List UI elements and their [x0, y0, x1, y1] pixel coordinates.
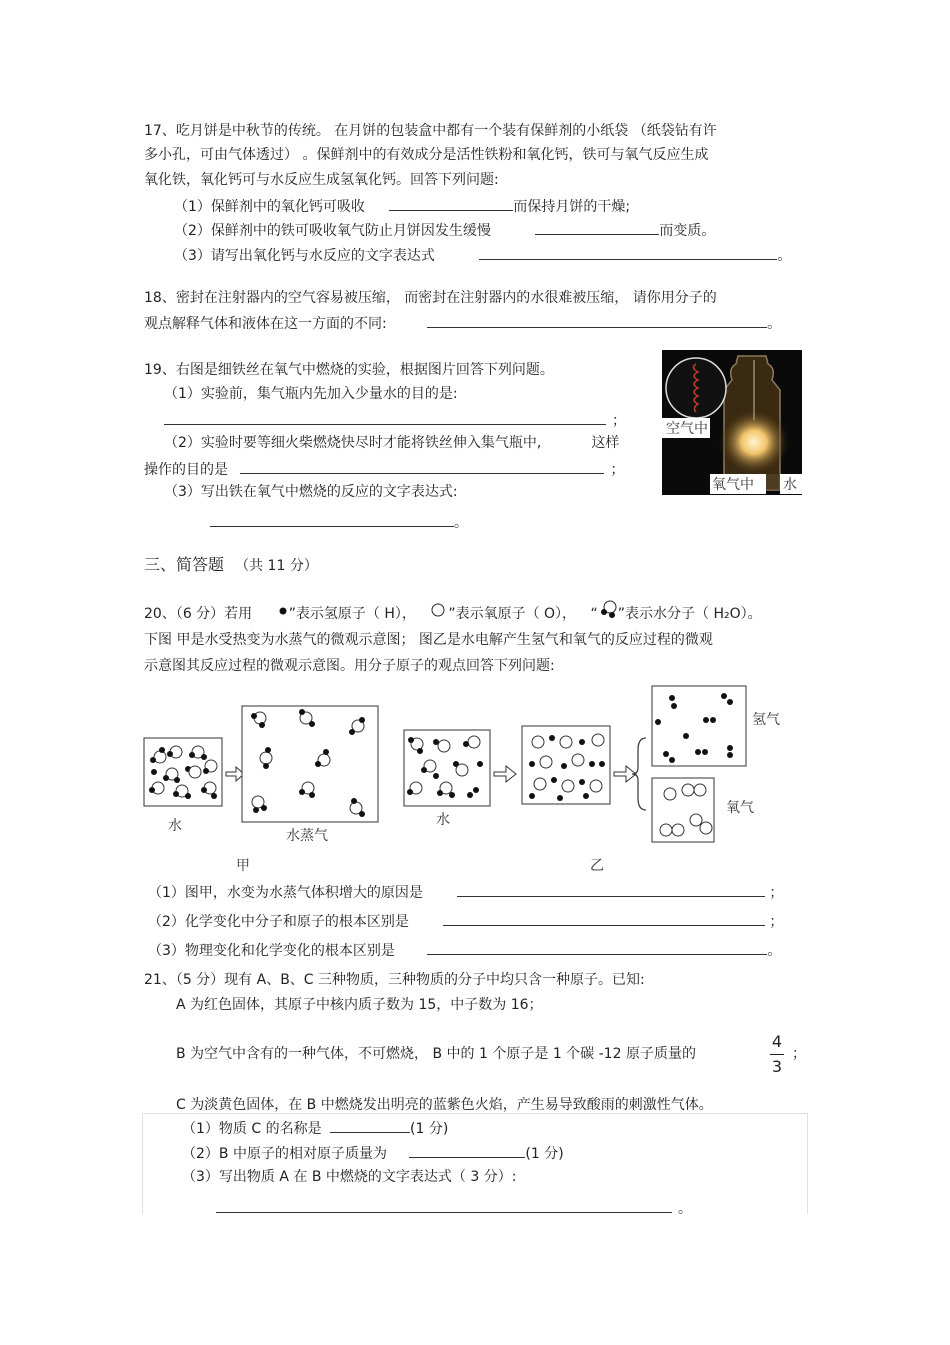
q17-sub2: [174, 220, 715, 240]
q17-line2: 多小孔，可由气体透过） 。保鲜剂中的有效成分是活性铁粉和氧化钙，铁可与氧气反应生成: [144, 147, 709, 163]
q21-lineC: C 为淡黄色固体，在 B 中燃烧发出明亮的蓝紫色火焰，产生易导致酸雨的刺激性气体。: [176, 1097, 713, 1113]
q19-sub2-line2-text: 操作的目的是: [144, 462, 228, 478]
q20-sub3-text: （3）物理变化和化学变化的根本区别是: [148, 943, 395, 959]
q19-sub1-answer: [164, 410, 626, 430]
q20-sub1-blank[interactable]: [457, 882, 765, 897]
q18-end: 。: [767, 316, 782, 332]
q21-sub3-blank[interactable]: [216, 1198, 672, 1213]
jia-arrow: [226, 767, 244, 781]
q19-sub3-answer: [210, 512, 468, 532]
oxygen-atom-icon: [428, 603, 448, 619]
q21-sub1-blank[interactable]: [330, 1118, 410, 1133]
water-molecule-icon: [598, 599, 618, 621]
q21-sub3-answer: [216, 1198, 692, 1218]
q20-sub2-blank[interactable]: [443, 911, 765, 926]
q20-sub3-blank[interactable]: [427, 940, 767, 955]
q19-sub2-line2: [144, 459, 624, 479]
q19-sub3-end: 。: [454, 515, 468, 531]
q18-line2-text: 观点解释气体和液体在这一方面的不同:: [144, 316, 387, 332]
diagram-yi-label: 乙: [590, 858, 604, 874]
q19-sub2-blank[interactable]: [240, 459, 604, 474]
q20-line1-b: ”表示氢原子（ H），: [288, 606, 416, 622]
q20-line1-d: “: [590, 606, 598, 622]
fraction-numerator: 4: [771, 1032, 783, 1051]
q19-sub1-blank[interactable]: [164, 410, 606, 425]
yi-brace: [632, 738, 646, 810]
photo-label-oxygen: 氧气中: [712, 477, 754, 493]
q19-sub2-text: （2）实验时要等细火柴燃烧快尽时才能将铁丝伸入集气瓶中,: [164, 435, 542, 451]
q19-sub1-end: ；: [612, 413, 626, 429]
q17-sub3-blank[interactable]: [479, 245, 777, 260]
q21-lineB-end: ；: [792, 1046, 806, 1062]
q17-sub2-blank[interactable]: [535, 220, 659, 235]
q20-sub2-end: ；: [769, 914, 784, 930]
q17-sub2-post: 而变质。: [659, 223, 716, 239]
q20-sub1-end: ；: [769, 885, 784, 901]
q17-sub1-post: 而保持月饼的干燥;: [513, 199, 631, 215]
q20-line1-c: ”表示氧原子（ O），: [448, 606, 577, 622]
q18-line2: [144, 313, 781, 333]
q20-line2: 下图 甲是水受热变为水蒸气的微观示意图； 图乙是水电解产生氢气和氧气的反应过程的微观: [144, 632, 713, 648]
q21-sub3-end: 。: [678, 1201, 692, 1217]
q17-sub1-blank[interactable]: [389, 196, 513, 211]
q21-sub2: [182, 1143, 564, 1163]
q21-line1: 21、（5 分）现有 A、B、C 三种物质，三种物质的分子中均只含一种原子。已知:: [144, 972, 645, 988]
q20-sub2: [148, 911, 783, 931]
photo-label-water: 水: [783, 477, 797, 493]
q20-sub2-text: （2）化学变化中分子和原子的根本区别是: [148, 914, 409, 930]
yi-water-label: 水: [436, 812, 450, 828]
q20-sub3: [148, 940, 781, 960]
q20-line1-a: 20、（6 分）若用: [144, 606, 253, 622]
q19-sub3: （3）写出铁在氧气中燃烧的反应的文字表达式:: [164, 484, 458, 500]
q18-blank[interactable]: [427, 313, 767, 328]
q21-sub1: [182, 1118, 448, 1138]
jia-water-label: 水: [168, 818, 182, 834]
q20-sub1: [148, 882, 783, 902]
q17-sub3-text: （3）请写出氧化钙与水反应的文字表达式: [174, 248, 435, 264]
photo-label-air: 空气中: [666, 421, 708, 437]
section3-score: （共 11 分）: [235, 558, 318, 574]
q19-sub2: [164, 434, 619, 452]
section3-heading: [144, 556, 318, 575]
jia-steam-label: 水蒸气: [286, 828, 328, 844]
q17-sub1-text: （1）保鲜剂中的氧化钙可吸收: [174, 199, 365, 215]
q19-sub2-tail: 这样: [591, 435, 620, 451]
q21-lineB: B 为空气中含有的一种气体，不可燃烧， B 中的 1 个原子是 1 个碳 -12 原子质量的: [176, 1046, 696, 1062]
q17-sub3: [174, 245, 791, 265]
hydrogen-atom-icon: [267, 605, 289, 619]
q20-sub1-text: （1）图甲，水变为水蒸气体积增大的原因是: [148, 885, 423, 901]
q21-sub1-text: （1）物质 C 的名称是: [182, 1121, 322, 1137]
q17-sub3-end: 。: [777, 248, 792, 264]
section3-title: 三、简答题: [144, 555, 225, 574]
q21-sub2-text: （2）B 中原子的相对原子质量为: [182, 1146, 387, 1162]
q19-line1: 19、右图是细铁丝在氧气中燃烧的实验，根据图片回答下列问题。: [144, 362, 554, 378]
q20-line3: 示意图其反应过程的微观示意图。用分子原子的观点回答下列问题:: [144, 658, 555, 674]
q17-line1: 17、吃月饼是中秋节的传统。 在月饼的包装盒中都有一个装有保鲜剂的小纸袋 （纸袋钻有许: [144, 123, 717, 139]
q17-sub2-text: （2）保鲜剂中的铁可吸收氧气防止月饼因发生缓慢: [174, 223, 491, 239]
q20-line1-e: ”表示水分子（ H₂O）。: [617, 606, 762, 622]
yi-oxygen-label: 氧气: [726, 800, 754, 816]
q17-sub1: [174, 196, 630, 216]
q19-sub2-end: ；: [610, 462, 625, 478]
diagram-jia-label: 甲: [236, 858, 250, 874]
q19-sub3-blank[interactable]: [210, 512, 454, 527]
q20-sub3-end: 。: [767, 943, 782, 959]
q21-sub3: （3）写出物质 A 在 B 中燃烧的文字表达式（ 3 分）:: [182, 1169, 517, 1185]
q21-sub2-blank[interactable]: [409, 1143, 525, 1158]
fraction-four-thirds: [770, 1032, 784, 1077]
q21-sub1-post: (1 分): [410, 1121, 449, 1137]
q21-sub2-post: (1 分): [525, 1146, 564, 1162]
q21-lineA: A 为红色固体，其原子中核内质子数为 15，中子数为 16；: [176, 997, 543, 1013]
fraction-bar: [770, 1054, 784, 1055]
yi-hydrogen-label: 氢气: [752, 712, 780, 728]
iron-burning-photo: [662, 350, 802, 495]
q17-line3: 氧化铁，氧化钙可与水反应生成氢氧化钙。回答下列问题:: [144, 172, 499, 188]
q20-line1: [144, 599, 762, 623]
q19-sub1: （1）实验前，集气瓶内先加入少量水的目的是:: [164, 386, 458, 402]
yi-arrow-1: [494, 766, 516, 782]
molecule-diagrams: [140, 680, 800, 880]
q18-line1: 18、密封在注射器内的空气容易被压缩， 而密封在注射器内的水很难被压缩， 请你用分子的: [144, 290, 717, 306]
fraction-denominator: 3: [771, 1057, 783, 1076]
